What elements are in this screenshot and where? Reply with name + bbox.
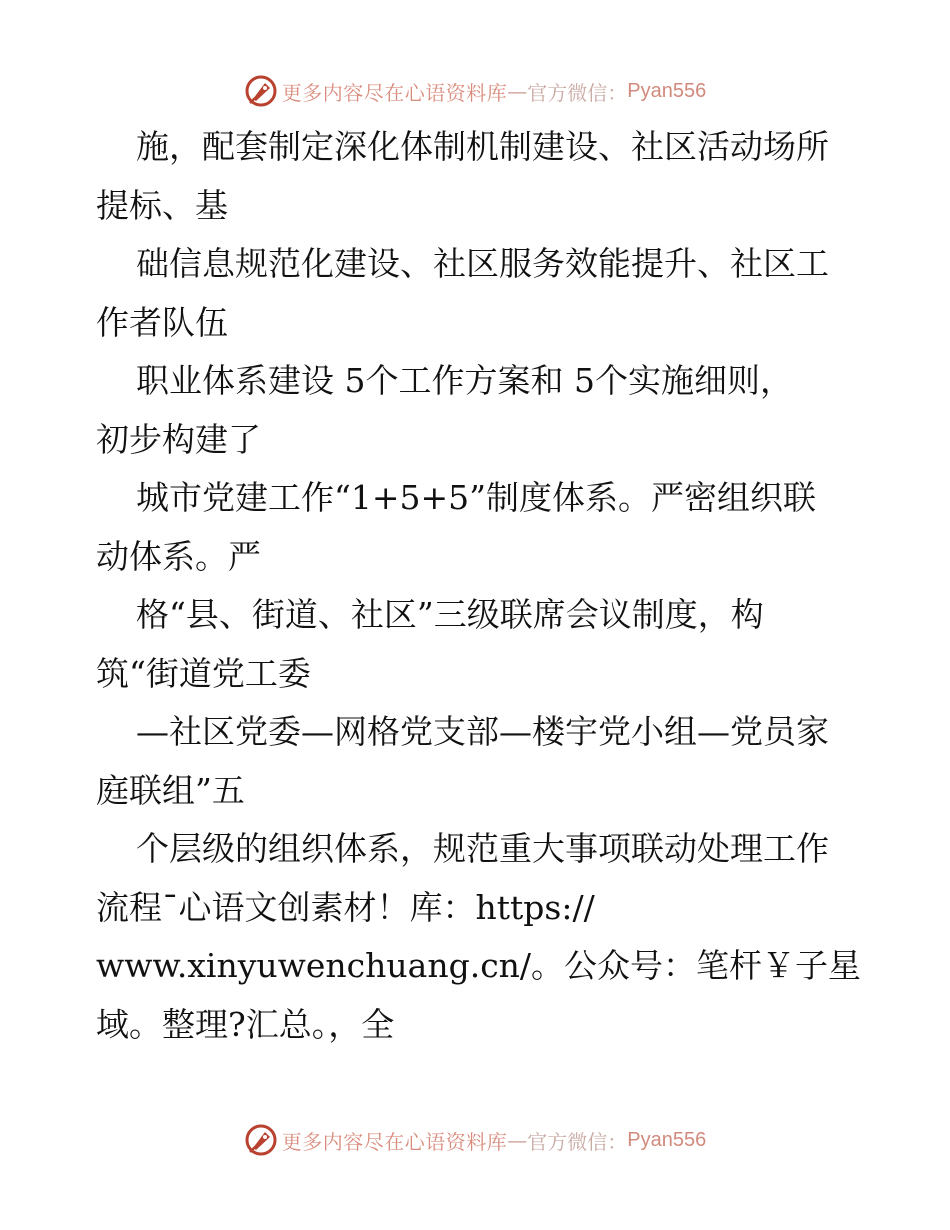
- text-line: www.xinyuwenchuang.cn/。公众号：笔杆￥子星: [96, 946, 862, 985]
- text-line: 初步构建了: [96, 419, 261, 459]
- text-line: 施，配套制定深化体制机制建设、社区活动场所: [136, 127, 829, 166]
- text-line: 动体系。严: [96, 536, 261, 576]
- text-line: 域。整理?汇总。，全: [96, 1004, 395, 1044]
- text-line: 提标、基: [96, 185, 228, 225]
- watermark-site-text: 更多内容尽在心语资料库: [281, 80, 508, 105]
- text-line: —社区党委—网格党支部—楼宇党小组—党员家: [136, 712, 829, 751]
- text-line: 流程¯心语文创素材！库：https://: [96, 887, 595, 927]
- text-line: 庭联组”五: [96, 770, 245, 810]
- text-line: 作者队伍: [96, 302, 228, 342]
- watermark-wechat-label: 官方微信：: [527, 80, 628, 105]
- footer-watermark: [0, 1120, 950, 1160]
- text-line: 格“县、街道、社区”三级联席会议制度，构: [136, 595, 764, 634]
- watermark-site-text: 更多内容尽在心语资料库: [281, 1129, 508, 1154]
- watermark-wechat-id: Pyan556: [627, 79, 707, 102]
- watermark-separator: —: [507, 79, 528, 103]
- watermark-wechat-label: 官方微信：: [527, 1129, 628, 1154]
- document-body: [96, 118, 886, 1054]
- text-line: 个层级的组织体系，规范重大事项联动处理工作: [136, 829, 829, 868]
- text-line: 筑“街道党工委: [96, 653, 311, 693]
- header-watermark: [0, 71, 950, 111]
- text-line: 职业体系建设 5个工作方案和 5个实施细则，: [136, 361, 793, 400]
- watermark-wechat-id: Pyan556: [627, 1128, 707, 1151]
- pen-nib-logo-icon: [244, 1123, 278, 1157]
- text-line: 城市党建工作“1+5+5”制度体系。严密组织联: [136, 478, 817, 517]
- text-line: 础信息规范化建设、社区服务效能提升、社区工: [136, 244, 829, 283]
- watermark-separator: —: [507, 1128, 528, 1152]
- pen-nib-logo-icon: [244, 74, 278, 108]
